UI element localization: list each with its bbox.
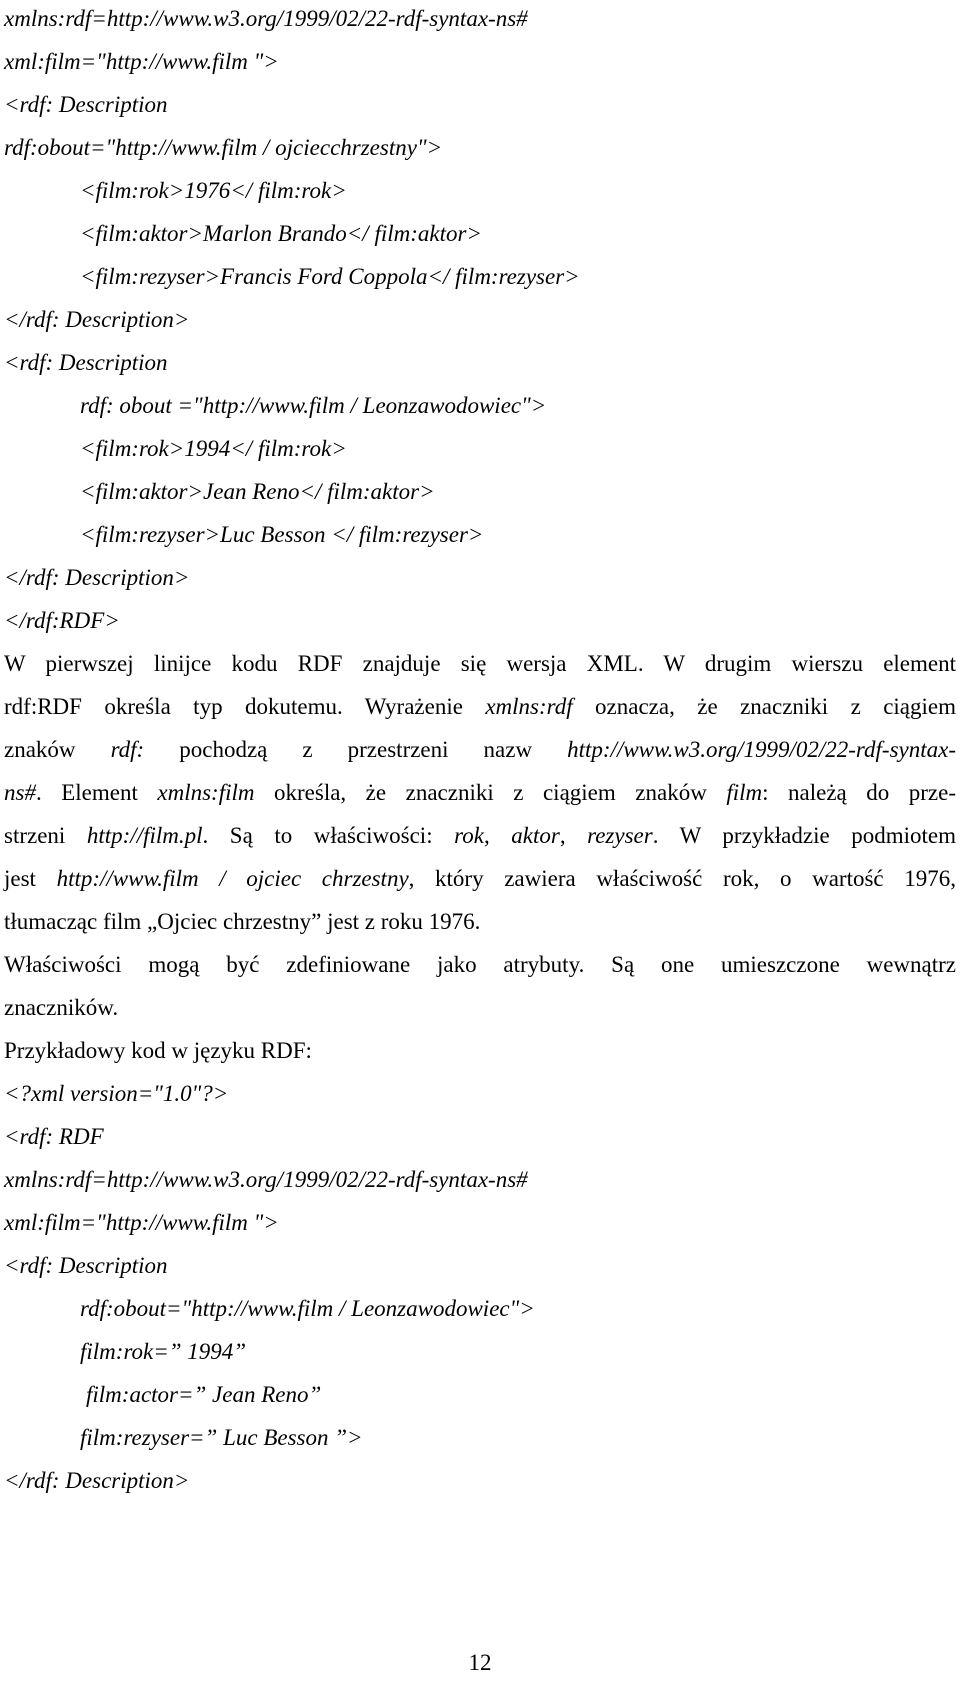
paragraph-line (4, 993, 956, 1023)
code-line: rdf: obout ="http://www.film / Leonzawodowiec"> (80, 393, 547, 418)
text: W pierwszej linijce kodu RDF znajduje się wersja XML. W drugim wierszu element (4, 651, 956, 676)
inline-code: http://www.w3.org/1999/02/22-rdf-syntax- (567, 737, 956, 762)
inline-code: rezyser (587, 823, 653, 848)
text: . W przykładzie podmiotem (652, 823, 956, 848)
text: . Są to właściwości: (202, 823, 433, 848)
code-line: </rdf:RDF> (4, 608, 120, 633)
text: , który zawiera właściwość rok, o wartość 1976, (408, 866, 957, 891)
code-line: film:rok=” 1994” (80, 1339, 247, 1364)
paragraph-line (4, 649, 956, 679)
text: tłumacząc film „Ojciec chrzestny” jest z roku 1976. (4, 909, 481, 934)
paragraph-line (4, 907, 956, 937)
inline-code: film (726, 780, 763, 805)
code-line: </rdf: Description> (4, 307, 190, 332)
code-line: xml:film="http://www.film "> (4, 49, 279, 74)
code-line: xml:film="http://www.film "> (4, 1210, 279, 1235)
inline-code: http://film.pl (86, 823, 203, 848)
code-line: <rdf: Description (4, 1253, 168, 1278)
text: określa, że znaczniki z ciągiem znaków (274, 780, 707, 805)
code-line: <film:aktor>Marlon Brando</ film:aktor> (80, 221, 482, 246)
code-line: </rdf: Description> (4, 1468, 190, 1493)
code-line: <film:rezyser>Francis Ford Coppola</ film:rezyser> (80, 264, 580, 289)
code-line: <rdf: Description (4, 92, 168, 117)
inline-code: xmlns:film (157, 780, 255, 805)
inline-code: rok (454, 823, 484, 848)
paragraph-line (4, 692, 956, 722)
text: , (483, 823, 490, 848)
paragraph-line: Przykładowy kod w języku RDF: (4, 1038, 312, 1063)
paragraph-line (4, 778, 956, 808)
paragraph-line (4, 821, 956, 851)
code-line: <film:rezyser>Luc Besson </ film:rezyser> (80, 522, 484, 547)
code-line: film:actor=” Jean Reno” (86, 1382, 322, 1407)
inline-code: aktor (511, 823, 560, 848)
inline-code: ns# (4, 780, 36, 805)
paragraph-line (4, 864, 956, 894)
text: : należą do prze- (762, 780, 957, 805)
code-line: xmlns:rdf=http://www.w3.org/1999/02/22-rdf-syntax-ns# (4, 1167, 528, 1192)
inline-code: http://www.film / ojciec chrzestny (56, 866, 409, 891)
code-line: rdf:obout="http://www.film / ojciecchrzestny"> (4, 135, 443, 160)
paragraph-line (4, 950, 956, 980)
text: znaczników. (4, 995, 119, 1020)
code-line: <film:rok>1976</ film:rok> (80, 178, 347, 203)
text: jest (4, 866, 36, 891)
text: . Element (35, 780, 138, 805)
text: Właściwości mogą być zdefiniowane jako atrybuty. Są one umieszczone wewnątrz (4, 952, 956, 977)
text: oznacza, że znaczniki z ciągiem (595, 694, 956, 719)
paragraph-line (4, 735, 956, 765)
text: strzeni (4, 823, 66, 848)
code-line: rdf:obout="http://www.film / Leonzawodowiec"> (80, 1296, 535, 1321)
code-line: <rdf: RDF (4, 1124, 104, 1149)
text: pochodzą z przestrzeni nazw (179, 737, 533, 762)
code-line: <film:rok>1994</ film:rok> (80, 436, 347, 461)
code-line: film:rezyser=” Luc Besson ”> (80, 1425, 363, 1450)
text: rdf:RDF określa typ dokutemu. Wyrażenie (4, 694, 463, 719)
inline-code: xmlns:rdf (485, 694, 573, 719)
page-number: 12 (468, 1650, 492, 1675)
text: znaków (4, 737, 76, 762)
text: , (559, 823, 566, 848)
code-line: <film:aktor>Jean Reno</ film:aktor> (80, 479, 435, 504)
code-line: <?xml version="1.0"?> (4, 1081, 229, 1106)
code-line: </rdf: Description> (4, 565, 190, 590)
code-line: <rdf: Description (4, 350, 168, 375)
inline-code: rdf: (110, 737, 145, 762)
code-line: xmlns:rdf=http://www.w3.org/1999/02/22-rdf-syntax-ns# (4, 6, 528, 31)
